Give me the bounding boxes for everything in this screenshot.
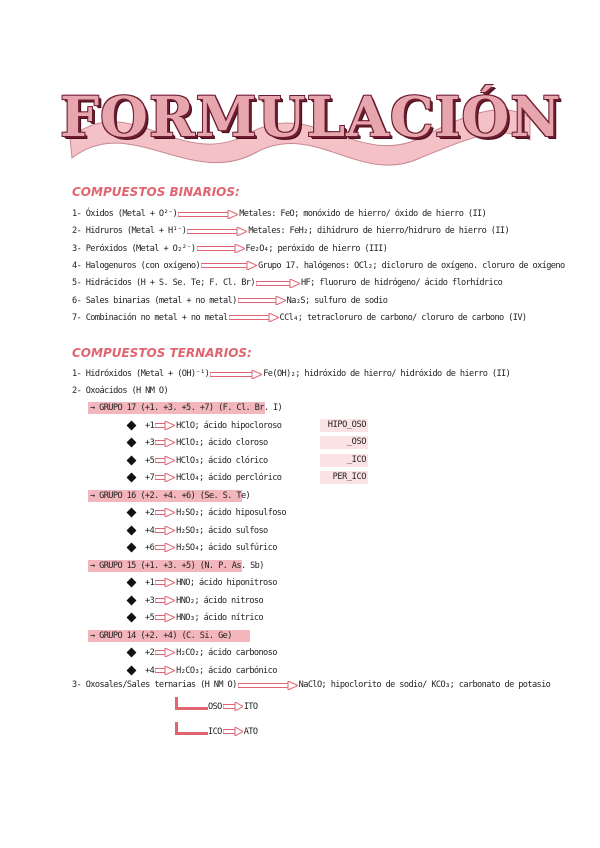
oxoacido-item: +4 H₂SO₃; ácido sulfoso bbox=[128, 525, 268, 537]
diamond-bullet-icon bbox=[127, 578, 137, 588]
title-banner bbox=[60, 78, 562, 178]
arrow-icon bbox=[229, 313, 279, 322]
arrow-icon bbox=[223, 727, 243, 736]
binario-item: 1- Óxidos (Metal + O²⁻) Metales: FeO; monóxido de hierro/ óxido de hierro (II) bbox=[72, 209, 487, 219]
diamond-bullet-icon bbox=[127, 613, 137, 623]
oxoacido-item: +6 H₂SO₄; ácido sulfúrico bbox=[128, 542, 277, 554]
arrow-icon bbox=[238, 296, 286, 305]
arrow-icon bbox=[210, 370, 262, 379]
arrow-icon: → bbox=[90, 560, 100, 571]
diamond-bullet-icon bbox=[127, 525, 137, 535]
arrow-icon: → bbox=[90, 403, 100, 413]
oxoacido-item: +4 H₂CO₃; ácido carbónico bbox=[128, 665, 277, 677]
arrow-icon bbox=[155, 578, 175, 587]
arrow-icon bbox=[155, 438, 175, 447]
arrow-icon bbox=[178, 210, 238, 219]
arrow-icon bbox=[256, 279, 300, 288]
prefix-suffix-tag: HIPO_OSO bbox=[320, 419, 368, 432]
grupo-header: → GRUPO 16 (+2. +4. +6) (Se. S. Te) bbox=[90, 490, 251, 501]
section-heading-ternarios: COMPUESTOS TERNARIOS: bbox=[72, 346, 252, 360]
conversion-oso-ito: OSO ITO bbox=[208, 702, 258, 712]
arrow-icon bbox=[155, 456, 175, 465]
oxoacido-item: +3 HClO₂; ácido cloroso bbox=[128, 437, 268, 449]
hidroxidos-line: 1- Hidróxidos (Metal + (OH)⁻¹) Fe(OH)₂; hidróxido de hierro/ hidróxido de hierro (II) bbox=[72, 369, 511, 379]
binario-item: 3- Peróxidos (Metal + O₂²⁻) Fe₂O₄; peróxido de hierro (III) bbox=[72, 243, 388, 254]
corner-connector bbox=[175, 697, 208, 710]
arrow-icon bbox=[155, 543, 175, 552]
arrow-icon bbox=[238, 681, 298, 690]
section-heading-binarios: COMPUESTOS BINARIOS: bbox=[72, 185, 240, 199]
binario-item: 7- Combinación no metal + no metal CCl₄; tetracloruro de carbono/ cloruro de carbono (IV) bbox=[72, 312, 527, 323]
arrow-icon bbox=[155, 596, 175, 605]
oxosales-line: 3- Oxosales/Sales ternarias (H NM O) NaClO; hipoclorito de sodio/ KCO₃; carbonato de potasio bbox=[72, 680, 551, 690]
arrow-icon bbox=[187, 227, 247, 236]
arrow-icon bbox=[155, 613, 175, 622]
arrow-icon bbox=[201, 261, 257, 270]
grupo-header: → GRUPO 15 (+1. +3. +5) (N. P. As. Sb) bbox=[90, 560, 264, 571]
diamond-bullet-icon bbox=[127, 420, 137, 430]
arrow-icon bbox=[155, 508, 175, 517]
prefix-suffix-tag: PER_ICO bbox=[320, 471, 368, 484]
arrow-icon bbox=[197, 244, 245, 253]
conversion-ico-ato: ICO ATO bbox=[208, 727, 258, 737]
diamond-bullet-icon bbox=[127, 438, 137, 448]
arrow-icon bbox=[155, 473, 175, 482]
corner-connector bbox=[175, 722, 208, 735]
arrow-icon bbox=[155, 421, 175, 430]
oxoacidos-label: 2- Oxoácidos (H NM O) bbox=[72, 386, 169, 396]
oxoacido-item: +1 HNO; ácido hiponitroso bbox=[128, 577, 277, 589]
page-title: FORMULACIÓN bbox=[60, 84, 562, 149]
oxoacido-item: +2 H₂CO₂; ácido carbonoso bbox=[128, 647, 277, 659]
diamond-bullet-icon bbox=[127, 508, 137, 518]
grupo-header: → GRUPO 17 (+1. +3. +5. +7) (F. Cl. Br. I) bbox=[90, 403, 283, 413]
arrow-icon bbox=[155, 526, 175, 535]
oxoacido-item: +3 HNO₂; ácido nitroso bbox=[128, 595, 263, 607]
binario-item: 6- Sales binarias (metal + no metal) Na₂S; sulfuro de sodio bbox=[72, 295, 388, 306]
diamond-bullet-icon bbox=[127, 455, 137, 465]
oxoacido-item: +2 H₂SO₂; ácido hiposulfoso bbox=[128, 507, 286, 519]
arrow-icon: → bbox=[90, 490, 100, 501]
arrow-icon bbox=[155, 648, 175, 657]
arrow-icon bbox=[155, 666, 175, 675]
arrow-icon: → bbox=[90, 630, 100, 641]
diamond-bullet-icon bbox=[127, 473, 137, 483]
diamond-bullet-icon bbox=[127, 595, 137, 605]
oxoacido-item: +7 HClO₄; ácido perclórico bbox=[128, 472, 281, 484]
binario-item: 4- Halogenuros (con oxígeno) Grupo 17. halógenos: OCl₂; dicloruro de oxígeno. cloruro de oxígeno bbox=[72, 260, 565, 271]
arrow-icon bbox=[223, 702, 243, 711]
diamond-bullet-icon bbox=[127, 665, 137, 675]
prefix-suffix-tag: _OSO bbox=[320, 436, 368, 449]
diamond-bullet-icon bbox=[127, 543, 137, 553]
oxoacido-item: +5 HClO₃; ácido clórico bbox=[128, 455, 268, 467]
binario-item: 2- Hidruros (Metal + H¹⁻) Metales: FeH₂; dihidruro de hierro/hidruro de hierro (II) bbox=[72, 226, 510, 237]
grupo-header: → GRUPO 14 (+2. +4) (C. Si. Ge) bbox=[88, 630, 250, 642]
oxoacido-item: +5 HNO₃; ácido nítrico bbox=[128, 612, 263, 624]
binario-item: 5- Hidrácidos (H + S. Se. Te; F. Cl. Br) HF; fluoruro de hidrógeno/ ácido florhídrico bbox=[72, 278, 503, 289]
diamond-bullet-icon bbox=[127, 648, 137, 658]
oxoacido-item: +1 HClO; ácido hipocloroso bbox=[128, 420, 281, 432]
prefix-suffix-tag: _ICO bbox=[320, 454, 368, 467]
